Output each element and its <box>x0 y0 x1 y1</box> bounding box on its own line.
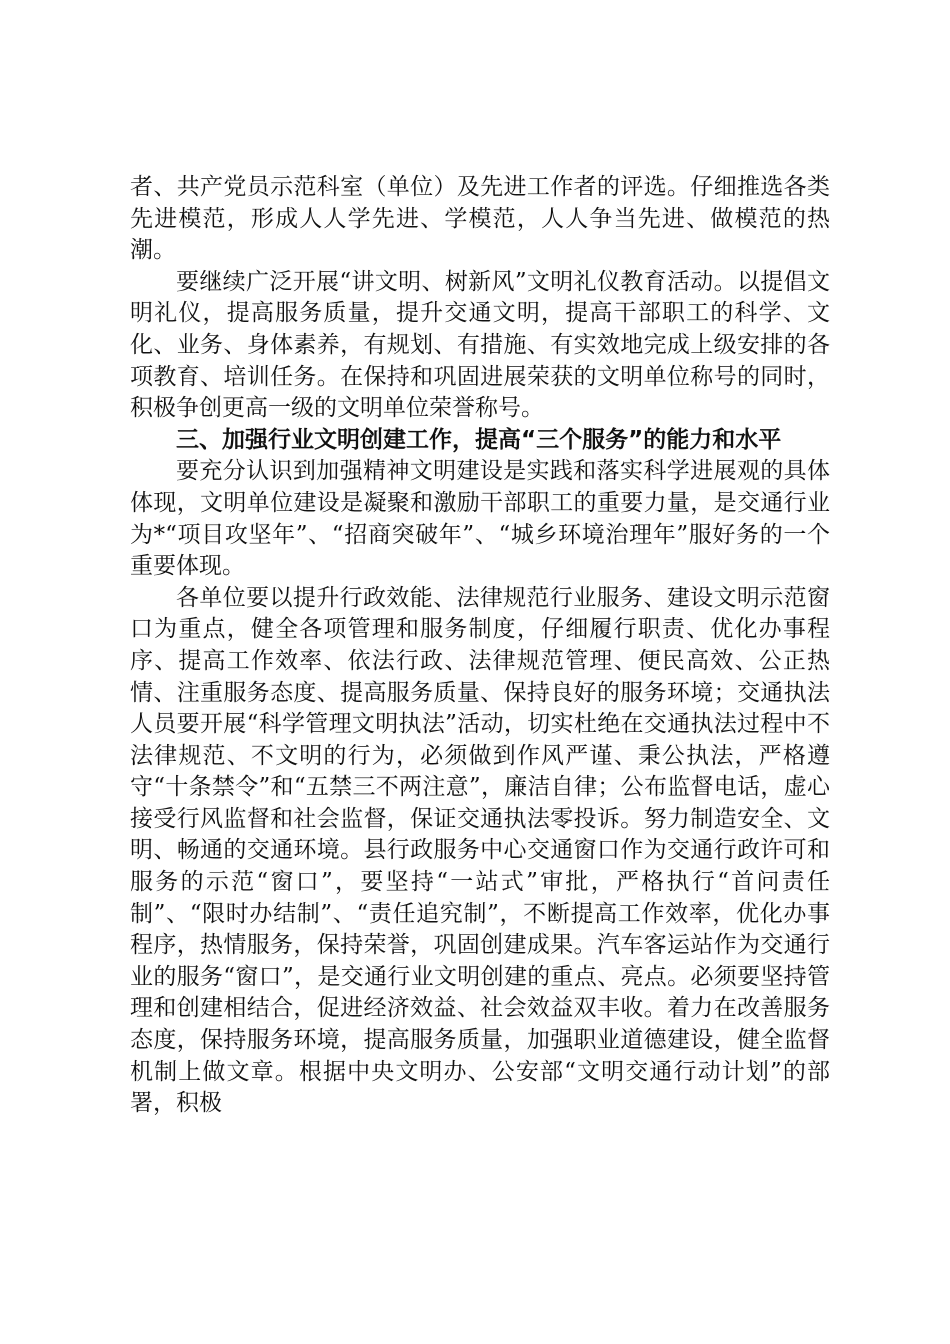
section-heading-three: 三、加强行业文明创建工作，提高“三个服务”的能力和水平 <box>176 426 782 453</box>
paragraph-unit-requirements: 各单位要以提升行政效能、法律规范行业服务、建设文明示范窗口为重点，健全各项管理和服务制度，仔细履行职责、优化办事程序、提高工作效率、依法行政、法律规范管理、便民高效、公正热情、注重服务态度、提高服务质量、保持良好的服务环境；交通执法人员要开展“科学管理文明执法”活动，切实杜绝在交通执法过程中不法律规范、不文明的行为，必须做到作风严谨、秉公执法，严格遵守“十条禁令”和“五禁三不两注意”，廉洁自律；公布监督电话，虚心接受行风监督和社会监督，保证交通执法零投诉。努力制造安全、文明、畅通的交通环境。县行政服务中心交通窗口作为交通行政许可和服务的示范“窗口”，要坚持“一站式”审批，严格执行“首问责任制”、“限时办结制”、“责任追究制”，不断提高工作效率，优化办事程序，热情服务，保持荣誉，巩固创建成果。汽车客运站作为交通行业的服务“窗口”，是交通行业文明创建的重点、亮点。必须要坚持管理和创建相结合，促进经济效益、社会效益双丰收。着力在改善服务态度，保持服务环境，提高服务质量，加强职业道德建设，健全监督机制上做文章。根据中央文明办、公安部“文明交通行动计划”的部署，积极 <box>130 584 830 1117</box>
paragraph-spiritual-civilization: 要充分认识到加强精神文明建设是实践和落实科学进展观的具体体现，文明单位建设是凝聚和激励干部职工的重要力量，是交通行业为*“项目攻坚年”、“招商突破年”、“城乡环境治理年”服好务的一个重要体现。 <box>130 458 830 580</box>
paragraph-continuation: 者、共产党员示范科室（单位）及先进工作者的评选。仔细推选各类先进模范，形成人人学先进、学模范，人人争当先进、做模范的热潮。 <box>130 174 830 264</box>
document-page <box>130 172 830 1120</box>
paragraph-etiquette-education: 要继续广泛开展“讲文明、树新风”文明礼仪教育活动。以提倡文明礼仪，提高服务质量，提升交通文明，提高干部职工的科学、文化、业务、身体素养，有规划、有措施、有实效地完成上级安排的各项教育、培训任务。在保持和巩固进展荣获的文明单位称号的同时，积极争创更高一级的文明单位荣誉称号。 <box>130 268 830 422</box>
